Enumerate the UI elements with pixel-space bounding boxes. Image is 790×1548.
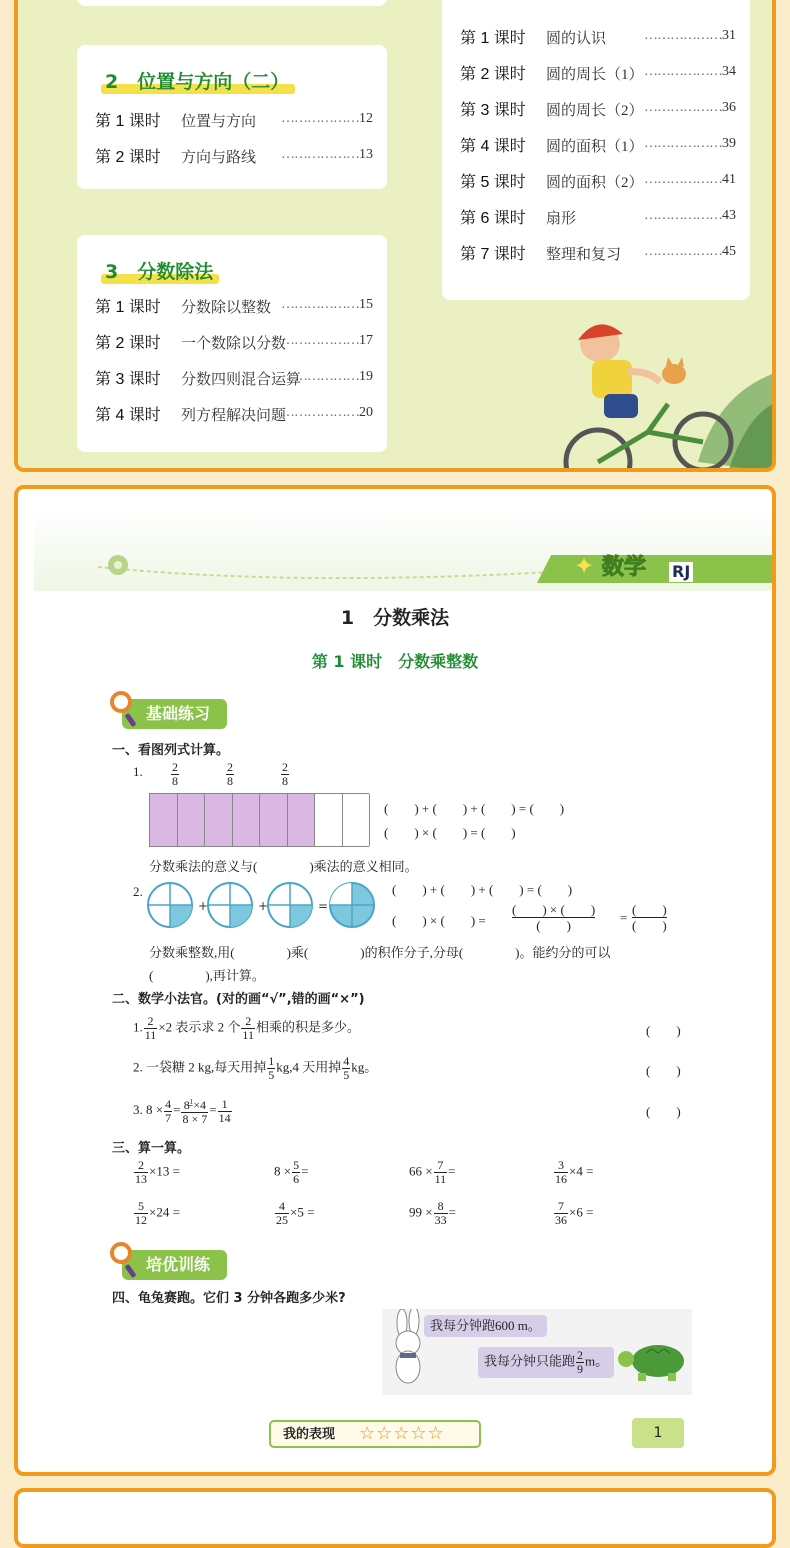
section-advanced-label: 培优训练 [146, 1255, 211, 1274]
unit2-lesson-row[interactable] [95, 111, 256, 132]
calc-num: 3 [554, 1159, 568, 1173]
q1-2-multiplication: ( ) × ( ) = [392, 913, 486, 928]
page-number-text: 41 [722, 172, 736, 187]
star-rating[interactable]: ☆☆☆☆☆ [359, 1423, 445, 1444]
unit5-lesson-row[interactable] [460, 244, 621, 265]
calc-item [274, 1159, 308, 1186]
toc-card-unit2 [77, 45, 387, 189]
page-number-text: 17 [359, 333, 373, 348]
toc-card-top [77, 0, 387, 6]
page-number-text: 19 [359, 369, 373, 384]
unit3-lesson-label: 第 1 课时 [95, 299, 161, 316]
unit3-lesson-label: 第 4 课时 [95, 407, 161, 424]
unit5-lesson-title: 圆的面积（1） [546, 139, 644, 155]
calc-num: 7 [434, 1159, 448, 1173]
unit3-lesson-row[interactable] [95, 405, 286, 426]
svg-text:+: + [198, 899, 209, 913]
calc-pre: 99 × [409, 1204, 433, 1220]
unit5-lesson-row[interactable] [460, 28, 606, 49]
q1-2-note-line2: ( ),再计算。 [149, 968, 265, 983]
unit5-lesson-title: 扇形 [546, 211, 577, 227]
star-icon: ✦ [574, 552, 595, 580]
section-basic-tag [122, 699, 227, 729]
unit3-title: 3 分数除法 [105, 260, 213, 284]
unit2-lesson-page: ………………12 [281, 111, 373, 126]
unit5-lesson-row[interactable] [460, 208, 576, 229]
next-page-panel [14, 1488, 776, 1548]
magnifier-icon [110, 691, 132, 713]
unit5-lesson-row[interactable] [460, 100, 644, 121]
q2-3-answer[interactable]: ( ) [646, 1104, 681, 1119]
unit2-lesson-title: 方向与路线 [181, 150, 257, 166]
page-number-text: 15 [359, 297, 373, 312]
unit3-lesson-row[interactable] [95, 333, 286, 354]
calc-den: 11 [434, 1172, 447, 1186]
unit2-title: 2 位置与方向（二） [105, 70, 289, 94]
svg-text:+: + [258, 899, 269, 913]
unit3-lesson-page: ………………17 [281, 333, 373, 348]
svg-text:=: = [318, 899, 329, 913]
calc-post: ×5 = [290, 1204, 315, 1220]
q2-2-frac-a: $\frac{1}{5}$ [268, 1054, 275, 1082]
unit5-lesson-label: 第 4 课时 [460, 138, 526, 155]
calc-post: = [448, 1204, 456, 1220]
calc-pre: 66 × [409, 1163, 433, 1179]
page-number: 1 [632, 1418, 684, 1448]
calc-num: 5 [134, 1200, 148, 1214]
lesson-title: 第 1 课时 分数乘整数 [311, 652, 479, 671]
unit5-lesson-row[interactable] [460, 172, 644, 193]
unit3-lesson-label: 第 2 课时 [95, 335, 161, 352]
bar-segment [150, 794, 178, 846]
q4-heading: 四、龟兔赛跑。它们 3 分钟各跑多少米? [112, 1291, 346, 1306]
unit5-lesson-title: 圆的周长（1） [546, 67, 644, 83]
q1-1-multiplication: ( ) × ( ) = ( ) [384, 825, 516, 840]
calc-item [133, 1200, 180, 1227]
frac-num: 2 [227, 760, 233, 774]
bar-segment [260, 794, 288, 846]
performance-box [269, 1420, 481, 1448]
q2-1-answer[interactable]: ( ) [646, 1023, 681, 1038]
frac-den: 8 [282, 774, 288, 788]
q2-2-start: 2. 一袋糖 2 kg,每天用掉 [133, 1059, 267, 1075]
unit5-lesson-label: 第 2 课时 [460, 66, 526, 83]
unit3-lesson-label: 第 3 课时 [95, 371, 161, 388]
q2-heading: 二、数学小法官。(对的画“√”,错的画“×”) [112, 992, 365, 1007]
calc-post: ×24 = [149, 1204, 180, 1220]
q1-2-frac2-den: ( ) [632, 918, 667, 933]
turtle-speech [478, 1347, 614, 1378]
bar-segment [178, 794, 206, 846]
q2-1-mid: ×2 表示求 2 个 [158, 1019, 241, 1035]
unit5-lesson-page: ………………31 [644, 28, 736, 43]
toc-card-unit3 [77, 235, 387, 452]
q2-1-frac-b: $\frac{2}{11}$ [242, 1014, 254, 1042]
bar-segment [343, 794, 371, 846]
q1-2-frac2-num: ( ) [632, 902, 667, 917]
section-basic-label: 基础练习 [146, 704, 211, 723]
calc-den: 36 [555, 1213, 567, 1227]
q2-2 [133, 1055, 377, 1082]
unit5-lesson-page: ………………39 [644, 136, 736, 151]
brand-tag: RJ [669, 562, 693, 582]
unit3-lesson-title: 分数除以整数 [181, 300, 272, 316]
frac-den: 8 [227, 774, 233, 788]
unit5-lesson-title: 整理和复习 [546, 247, 622, 263]
bar-fraction [225, 761, 235, 788]
q2-3: 3. 8 × $\frac{4}{7}$ = $\frac{8̶^1\times 4}{8 \times 7}$ = $\frac{1}{14}$ [133, 1096, 231, 1126]
q1-2-addition: ( ) + ( ) + ( ) = ( ) [392, 882, 573, 897]
q2-2-answer[interactable]: ( ) [646, 1063, 681, 1078]
boy-bike-illustration [548, 312, 776, 472]
unit3-lesson-page: ………………19 [281, 369, 373, 384]
unit5-lesson-label: 第 7 课时 [460, 246, 526, 263]
unit3-lesson-row[interactable] [95, 369, 301, 390]
unit5-lesson-label: 第 1 课时 [460, 30, 526, 47]
calc-item [133, 1159, 180, 1186]
q2-2-mid: kg,4 天用掉 [276, 1059, 342, 1075]
calc-item [274, 1200, 314, 1227]
calc-item [553, 1159, 593, 1186]
unit2-lesson-label: 第 1 课时 [95, 113, 161, 130]
unit-title: 1 分数乘法 [340, 607, 450, 629]
unit3-lesson-page: ………………20 [281, 405, 373, 420]
q1-heading: 一、看图列式计算。 [112, 743, 230, 758]
calc-den: 12 [135, 1213, 147, 1227]
frac-num: 2 [282, 760, 288, 774]
unit5-lesson-row[interactable] [460, 64, 644, 85]
page-number-text: 12 [359, 111, 373, 126]
toc-card-unit5 [442, 0, 750, 300]
performance-label: 我的表现 [283, 1427, 336, 1442]
q2-3-frac-b: $\frac{8̶^1\times 4}{8 \times 7}$ [182, 1098, 208, 1126]
calc-num: 4 [275, 1200, 289, 1214]
q1-2-frac1-den: ( ) [536, 918, 571, 933]
q1-2-equals: = [620, 910, 628, 925]
q2-2-frac-b: $\frac{4}{5}$ [343, 1054, 350, 1082]
frac-den: 8 [172, 774, 178, 788]
q2-3-frac-a: $\frac{4}{7}$ [165, 1096, 172, 1125]
calc-post: ×13 = [149, 1163, 180, 1179]
unit5-lesson-page: ………………45 [644, 244, 736, 259]
page-number-text: 31 [722, 28, 736, 43]
calc-num: 8 [434, 1200, 448, 1214]
q2-1-number: 1. [133, 1019, 143, 1035]
calc-den: 16 [555, 1172, 567, 1186]
unit5-lesson-title: 圆的周长（2） [546, 103, 644, 119]
page-number-text: 43 [722, 208, 736, 223]
unit3-lesson-title: 分数四则混合运算 [181, 372, 302, 388]
page-number-text: 34 [722, 64, 736, 79]
q1-2-fraction-1 [512, 902, 595, 933]
bar-fraction [280, 761, 290, 788]
page-number-text: 36 [722, 100, 736, 115]
turtle-speech-start: 我每分钟只能跑 [484, 1353, 576, 1369]
calc-post: ×6 = [569, 1204, 594, 1220]
quarter-circles-figure [146, 881, 378, 931]
section-advanced-tag [122, 1250, 227, 1280]
unit5-lesson-label: 第 3 课时 [460, 102, 526, 119]
bar-segment [205, 794, 233, 846]
q2-2-end: kg。 [351, 1059, 378, 1075]
page-number-text: 39 [722, 136, 736, 151]
unit5-lesson-page: ………………43 [644, 208, 736, 223]
calc-num: 5 [293, 1158, 300, 1172]
unit2-lesson-title: 位置与方向 [181, 114, 257, 130]
unit5-lesson-row[interactable] [460, 136, 644, 157]
q2-3-start: 3. 8 × [133, 1101, 164, 1117]
page-number-text: 20 [359, 405, 373, 420]
toc-panel [14, 0, 776, 472]
worksheet-panel [14, 485, 776, 1476]
calc-den: 25 [276, 1213, 288, 1227]
calc-den: 6 [293, 1172, 300, 1186]
calc-den: 13 [135, 1172, 147, 1186]
calc-post: = [301, 1163, 309, 1179]
q1-2-number: 2. [133, 884, 143, 899]
unit5-lesson-title: 圆的认识 [546, 31, 607, 47]
q1-1-note: 分数乘法的意义与( )乘法的意义相同。 [149, 859, 418, 874]
q3-heading: 三、算一算。 [112, 1141, 191, 1156]
unit3-lesson-title: 列方程解决问题 [181, 408, 287, 424]
calc-item [409, 1200, 456, 1227]
unit2-lesson-row[interactable] [95, 147, 256, 168]
unit3-lesson-row[interactable] [95, 297, 271, 318]
bar-segment [233, 794, 261, 846]
brand-banner [537, 555, 772, 583]
calc-pre: 8 × [274, 1163, 292, 1179]
bar-segment [288, 794, 316, 846]
unit2-lesson-label: 第 2 课时 [95, 149, 161, 166]
brand-title: 数学 [602, 555, 647, 580]
unit5-lesson-page: ………………41 [644, 172, 736, 187]
q2-1-frac-a: $\frac{2}{11}$ [144, 1014, 157, 1042]
calc-post: = [448, 1163, 456, 1179]
unit3-lesson-title: 一个数除以分数 [181, 336, 287, 352]
calc-den: 33 [434, 1213, 447, 1227]
fraction-bar [149, 793, 369, 847]
q1-1-addition: ( ) + ( ) + ( ) = ( ) [384, 801, 565, 816]
unit3-lesson-page: ………………15 [281, 297, 373, 312]
bar-fraction [170, 761, 180, 788]
calc-num: 2 [134, 1159, 148, 1173]
page-number-text: 13 [359, 147, 373, 162]
page-number-text: 45 [722, 244, 736, 259]
q1-2-note-line1: 分数乘整数,用( )乘( )的积作分子,分母( )。能约分的可以 [149, 945, 611, 960]
q1-2-frac1-num: ( ) × ( ) [512, 902, 596, 917]
q1-2-fraction-2 [632, 902, 667, 933]
q1-1-number: 1. [133, 764, 143, 779]
calc-item [553, 1200, 593, 1227]
rabbit-speech: 我每分钟跑600 m。 [424, 1315, 547, 1337]
header-swoosh [98, 551, 578, 591]
turtle-speed-frac: $\frac{2}{9}$ [577, 1348, 584, 1376]
bar-segment [315, 794, 343, 846]
calc-item [409, 1159, 456, 1186]
unit5-lesson-page: ………………34 [644, 64, 736, 79]
turtle-icon [616, 1339, 692, 1383]
unit2-lesson-page: ………………13 [281, 147, 373, 162]
q2-3-frac-c: $\frac{1}{14}$ [218, 1096, 231, 1125]
unit5-lesson-label: 第 6 课时 [460, 210, 526, 227]
q2-1 [133, 1015, 360, 1042]
calc-post: ×4 = [569, 1163, 594, 1179]
turtle-speech-end: m。 [585, 1353, 609, 1369]
unit5-lesson-page: ………………36 [644, 100, 736, 115]
frac-num: 2 [172, 760, 178, 774]
unit5-lesson-label: 第 5 课时 [460, 174, 526, 191]
calc-num: 7 [554, 1200, 568, 1214]
q2-1-end: 相乘的积是多少。 [255, 1019, 360, 1035]
unit5-lesson-title: 圆的面积（2） [546, 175, 644, 191]
magnifier-icon [110, 1242, 132, 1264]
